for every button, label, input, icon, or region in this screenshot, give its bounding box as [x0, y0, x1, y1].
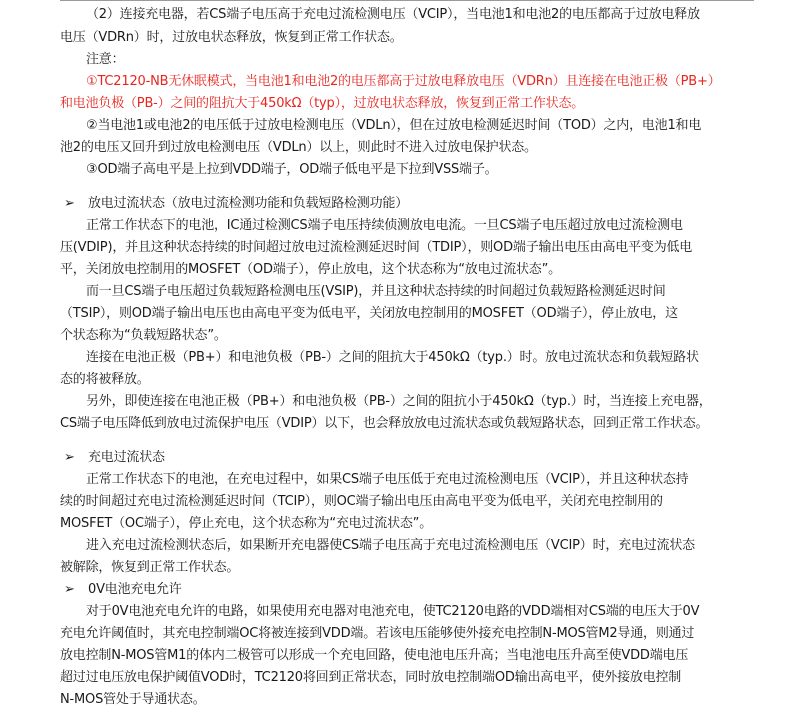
note-item-1-line-2: 和电池负极（PB-）之间的阻抗大于450kΩ（typ），过放电状态释放，恢复到正常工作状态。 — [60, 96, 585, 111]
charge-p1-line-2: 续的时间超过充电过流检测延迟时间（TCIP），则OC端子输出电压由高电平变为低电平，关闭充电控制用的 — [60, 494, 663, 509]
zero-volt-heading: 0V电池充电允许 — [88, 582, 182, 597]
top-rule — [60, 0, 754, 1]
charge-p2-line-2: 被解除，恢复到正常工作状态。 — [60, 560, 240, 575]
discharge-p1-line-2: 压(VDIP)，并且这种状态持续的时间超过放电过流检测延迟时间（TDIP），则OD端子输出电压由高电平变为低电 — [60, 240, 693, 255]
note-item-2-line-1: ②当电池1或电池2的电压低于过放电检测电压（VDLn），但在过放电检测延迟时间（TOD）之内，电池1和电 — [86, 118, 702, 133]
discharge-p2-line-3: 个状态称为“负载短路状态”。 — [60, 328, 227, 343]
note-item-3: ③OD端子高电平是上拉到VDD端子，OD端子低电平是下拉到VSS端子。 — [86, 162, 498, 177]
zero-volt-p1-line-1: 对于0V电池充电允许的电路，如果使用充电器对电池充电，使TC2120电路的VDD端相对CS端的电压大于0V — [86, 604, 700, 619]
discharge-p3-line-2: 态的将被释放。 — [60, 372, 150, 387]
bullet-arrow-icon: ➢ — [64, 450, 75, 465]
discharge-overcurrent-heading: 放电过流状态（放电过流检测功能和负载短路检测功能） — [88, 196, 409, 211]
discharge-p3-line-1: 连接在电池正极（PB+）和电池负极（PB-）之间的阻抗大于450kΩ（typ.）时。放电过流状态和负载短路状 — [86, 350, 699, 365]
discharge-p2-line-2: （TSIP），则OD端子输出电压也由高电平变为低电平，关闭放电控制用的MOSFET（OD端子），停止放电，这 — [60, 306, 678, 321]
zero-volt-p1-line-4: 超过过电压放电保护阈值VOD时，TC2120将回到正常状态，同时放电控制端OD输出高电平，使外接放电控制 — [60, 670, 682, 685]
bullet-arrow-icon: ➢ — [64, 196, 75, 211]
bullet-arrow-icon: ➢ — [64, 582, 75, 597]
discharge-p1-line-3: 平，关闭放电控制用的MOSFET（OD端子），停止放电，这个状态称为“放电过流状态”。 — [60, 262, 561, 277]
charge-p2-line-1: 进入充电过流检测状态后，如果断开充电器使CS端子电压高于充电过流检测电压（VCIP）时，充电过流状态 — [86, 538, 695, 553]
note-title: 注意： — [86, 52, 125, 67]
discharge-p1-line-1: 正常工作状态下的电池，IC通过检测CS端子电压持续侦测放电电流。一旦CS端子电压超过放电过流检测电 — [86, 218, 683, 233]
zero-volt-p1-line-2: 充电允许阈值时，其充电控制端OC将被连接到VDD端。若该电压能够使外接充电控制N-MOS管M2导通，则通过 — [60, 626, 695, 641]
charge-p1-line-3: MOSFET（OC端子），停止充电，这个状态称为“充电过流状态”。 — [60, 516, 433, 531]
note-item-1-line-1: ①TC2120-NB无休眠模式，当电池1和电池2的电压都高于过放电释放电压（VDRn）且连接在电池正极（PB+） — [86, 74, 721, 89]
discharge-p4-line-1: 另外，即使连接在电池正极（PB+）和电池负极（PB-）之间的阻抗小于450kΩ（typ.）时，当连接上充电器， — [86, 394, 712, 409]
discharge-p4-line-2: CS端子电压降低到放电过流保护电压（VDIP）以下，也会释放放电过流状态或负载短路状态，回到正常工作状态。 — [60, 416, 709, 431]
note-item-2-line-2: 池2的电压又回升到过放电检测电压（VDLn）以上，则此时不进入过放电保护状态。 — [60, 140, 537, 155]
charge-overcurrent-heading: 充电过流状态 — [88, 450, 165, 465]
charger-para-line-1: （2）连接充电器，若CS端子电压高于充电过流检测电压（VCIP），当电池1和电池2的电压都高于过放电释放 — [86, 7, 700, 22]
charge-p1-line-1: 正常工作状态下的电池，在充电过程中，如果CS端子电压低于充电过流检测电压（VCIP），并且这种状态持 — [86, 472, 689, 487]
discharge-p2-line-1: 而一旦CS端子电压超过负载短路检测电压(VSIP)，并且这种状态持续的时间超过负载短路检测延迟时间 — [86, 284, 666, 299]
charger-para-line-2: 电压（VDRn）时，过放电状态释放，恢复到正常工作状态。 — [60, 30, 403, 45]
zero-volt-p1-line-5: N-MOS管处于导通状态。 — [60, 692, 206, 707]
zero-volt-p1-line-3: 放电控制N-MOS管M1的体内二极管可以形成一个充电回路，使电池电压升高；当电池电压升高至使VDD端电压 — [60, 648, 689, 663]
